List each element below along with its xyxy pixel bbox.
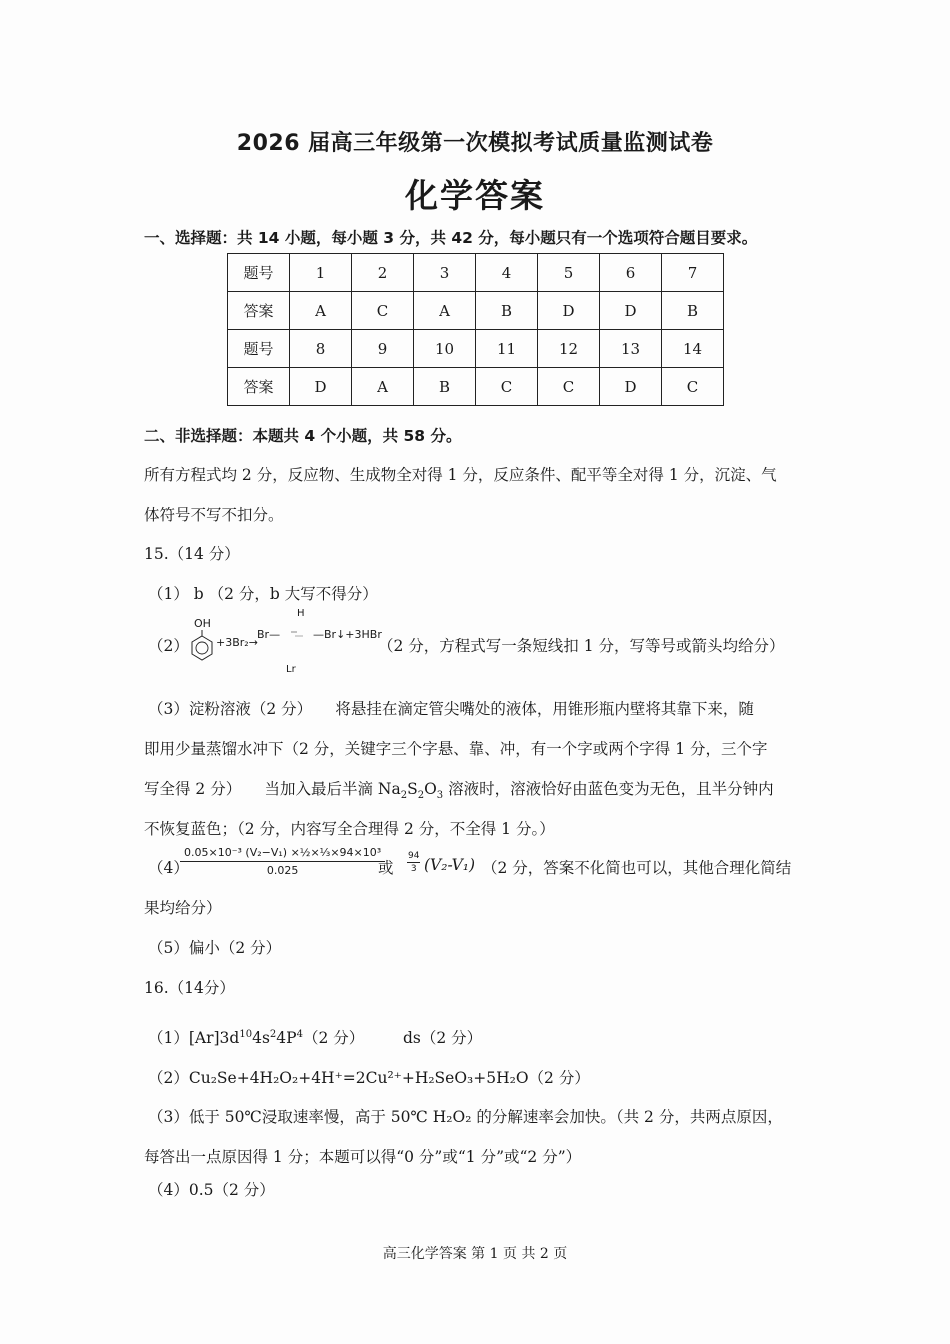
table-cell: 答案 <box>228 292 290 330</box>
q15-part-4-coefficient: $\frac{94}{3}$ <box>408 851 420 874</box>
table-row <box>228 330 724 368</box>
table-cell: B <box>662 292 724 330</box>
table-cell: 1 <box>290 254 352 292</box>
q15-part-2-label: （2） <box>148 637 189 655</box>
table-cell: D <box>290 368 352 406</box>
page-footer: 高三化学答案 第 1 页 共 2 页 <box>382 1246 568 1262</box>
product-br-right: —Br↓+3HBr <box>313 628 382 641</box>
q16-part-1: $(1)[Ar]3d^{10}4s^24P^4(2$ 分） ds（2 分） <box>148 1028 483 1047</box>
table-cell: B <box>414 368 476 406</box>
table-cell: 5 <box>538 254 600 292</box>
bromine-reagent: +3Br₂→ <box>216 636 258 649</box>
page-subtitle: 化学答案 <box>405 176 545 215</box>
q16-part-4: （4）0.5（2 分） <box>148 1181 275 1199</box>
q15-part-4-expression: (V₂-V₁) <box>424 856 476 874</box>
q15-part-4-or: 或 <box>378 859 394 877</box>
q15-part-3-line-1: （3）淀粉溶液（2 分） 将悬挂在滴定管尖嘴处的液体，用锥形瓶内壁将其靠下来，随 <box>148 700 754 718</box>
table-cell: 10 <box>414 330 476 368</box>
table-row <box>228 292 724 330</box>
table-cell: 13 <box>600 330 662 368</box>
q15-part-3-line-4: 不恢复蓝色；（2 分，内容写全合理得 2 分，不全得 1 分。） <box>144 820 555 838</box>
answer-table <box>227 253 724 406</box>
table-cell: 2 <box>352 254 414 292</box>
table-cell: 8 <box>290 330 352 368</box>
formula-denominator: 0.025 <box>266 864 299 877</box>
phenol-oh-label: OH <box>194 617 211 630</box>
q16-part-2: （2）Cu₂Se+4H₂O₂+4H⁺=2Cu²⁺+H₂SeO₃+5H₂O（2 分） <box>148 1069 590 1087</box>
rule-line-1: 所有方程式均 2 分，反应物、生成物全对得 1 分，反应条件、配平等全对得 1 分，沉淀、气 <box>144 466 777 484</box>
table-cell: 答案 <box>228 368 290 406</box>
table-cell: D <box>538 292 600 330</box>
product-top-label: H <box>297 608 305 619</box>
table-cell: B <box>476 292 538 330</box>
section-2-heading: 二、非选择题：本题共 4 个小题，共 58 分。 <box>144 427 462 445</box>
benzene-ring-icon <box>182 628 214 666</box>
q15-part-1: （1） b （2 分，b 大写不得分） <box>148 585 378 603</box>
q15-part-4-label: （4） <box>148 859 189 877</box>
table-cell: 7 <box>662 254 724 292</box>
table-cell: C <box>352 292 414 330</box>
table-cell: A <box>414 292 476 330</box>
product-br-bottom: Lr <box>286 664 296 675</box>
table-cell: C <box>662 368 724 406</box>
q15-part-3-line-3: 写全得 2 分） 当加入最后半滴 $Na_2S_2O_3$ 溶液时，溶液恰好由蓝色变为无色，且半分钟内 <box>144 780 774 802</box>
q15-heading: 15.（14 分） <box>144 545 240 563</box>
table-cell: 6 <box>600 254 662 292</box>
q15-part-4-text: （2 分，答案不化简也可以，其他合理化简结 <box>482 859 792 877</box>
q16-part-3-line-2: 每答出一点原因得 1 分；本题可以得“0 分”或“1 分”或“2 分”） <box>144 1148 582 1166</box>
table-cell: C <box>538 368 600 406</box>
table-cell: D <box>600 368 662 406</box>
formula-numerator: 0.05×10⁻³ (V₂−V₁) ×½×⅓×94×10³ <box>180 846 385 862</box>
table-row <box>228 254 724 292</box>
table-cell: 9 <box>352 330 414 368</box>
table-cell: 11 <box>476 330 538 368</box>
section-1-heading: 一、选择题：共 14 小题，每小题 3 分，共 42 分，每小题只有一个选项符合题目要求。 <box>144 229 758 247</box>
table-cell: 题号 <box>228 330 290 368</box>
table-cell: A <box>290 292 352 330</box>
table-cell: 题号 <box>228 254 290 292</box>
table-cell: D <box>600 292 662 330</box>
rule-line-2: 体符号不写不扣分。 <box>144 506 284 524</box>
q15-part-5: （5）偏小（2 分） <box>148 939 282 957</box>
table-cell: C <box>476 368 538 406</box>
table-row <box>228 368 724 406</box>
q15-part-4-formula <box>180 846 385 877</box>
faded-product-ring-icon <box>285 622 311 652</box>
table-cell: 4 <box>476 254 538 292</box>
q16-part-3-line-1: （3）低于 50℃浸取速率慢，高于 50℃ H₂O₂ 的分解速率会加快。（共 2 分，共两点原因， <box>148 1108 783 1126</box>
table-cell: 14 <box>662 330 724 368</box>
q15-part-4-line-2: 果均给分） <box>144 899 222 917</box>
table-cell: A <box>352 368 414 406</box>
table-cell: 12 <box>538 330 600 368</box>
table-cell: 3 <box>414 254 476 292</box>
page-title: 2026 届高三年级第一次模拟考试质量监测试卷 <box>236 131 714 156</box>
product-br-left: Br— <box>257 628 281 641</box>
q15-part-3-line-2: 即用少量蒸馏水冲下（2 分，关键字三个字悬、靠、冲，有一个字或两个字得 1 分，三个字 <box>144 740 768 758</box>
q16-heading: 16.（14分） <box>144 979 235 997</box>
q15-part-2-text: （2 分，方程式写一条短线扣 1 分，写等号或箭头均给分） <box>378 637 785 655</box>
